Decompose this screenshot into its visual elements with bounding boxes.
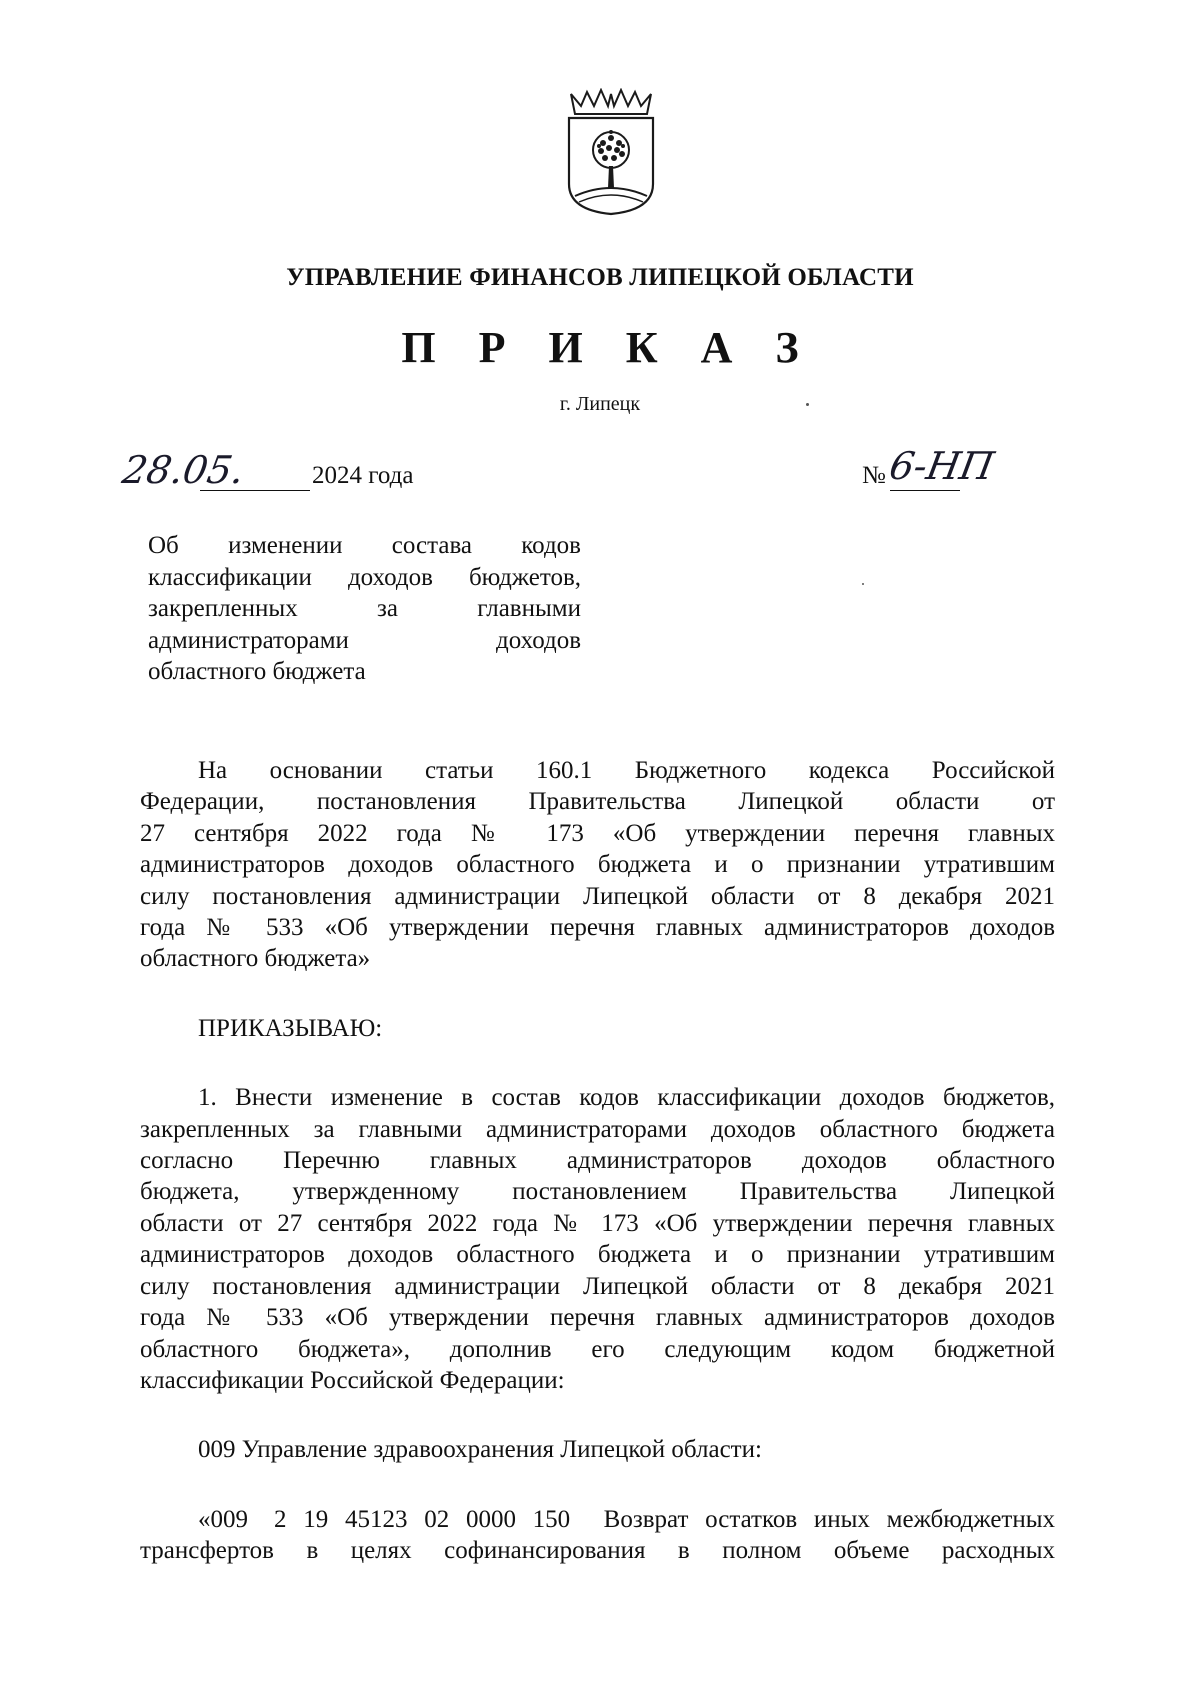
kbk-admin-code: «009 xyxy=(198,1505,248,1533)
subject-line: областного бюджета xyxy=(148,658,366,685)
document-type: П Р И К А З xyxy=(401,323,815,372)
kbk-text-first: Возврат остатков иных межбюджетных xyxy=(603,1505,1056,1533)
text-line: областного бюджета», дополнив его следующим кодом бюджетной xyxy=(140,1335,1055,1363)
city: г. Липецк xyxy=(559,393,641,415)
kbk-paragraph xyxy=(140,1504,1055,1567)
date-handwritten: 28.05. xyxy=(119,448,248,492)
text-line: Федерации, постановления Правительства Липецкой области от xyxy=(140,788,1055,816)
subject-line: администраторами доходов xyxy=(148,626,581,654)
text-line: области от 27 сентября 2022 года № 173 «Об утверждении перечня главных xyxy=(140,1209,1055,1237)
number-handwritten: 6-НП xyxy=(886,444,998,488)
text-line: силу постановления администрации Липецкой области от 8 декабря 2021 xyxy=(140,1272,1055,1300)
date-underline xyxy=(200,490,310,491)
text-line: администраторов доходов областного бюджета и о признании утратившим xyxy=(140,851,1055,879)
scan-mark xyxy=(862,583,864,585)
preamble-paragraph xyxy=(140,755,1055,975)
subject-block xyxy=(148,530,581,688)
text-line: На основании статьи 160.1 Бюджетного кодекса Российской xyxy=(198,757,1055,784)
order-word: ПРИКАЗЫВАЮ: xyxy=(198,1014,383,1042)
text-line: классификации Российской Федерации: xyxy=(140,1366,565,1394)
text-line: года № 533 «Об утверждении перечня главных администраторов доходов xyxy=(140,1304,1055,1332)
document-body xyxy=(140,755,1055,1567)
item-1-paragraph xyxy=(140,1082,1055,1396)
administrator-paragraph xyxy=(140,1434,1055,1465)
text-line: закрепленных за главными администраторами доходов областного бюджета xyxy=(140,1115,1055,1143)
text-line: 1. Внести изменение в состав кодов классификации доходов бюджетов, xyxy=(198,1084,1055,1112)
scan-mark xyxy=(806,403,809,406)
text-line: администраторов доходов областного бюджета и о признании утратившим xyxy=(140,1241,1055,1269)
kbk-text-second: трансфертов в целях софинансирования в полном объеме расходных xyxy=(140,1537,1055,1565)
kbk-line xyxy=(140,1504,1055,1535)
administrator-heading: 009 Управление здравоохранения Липецкой области: xyxy=(198,1436,762,1464)
kbk-code: 2 19 45123 02 0000 150 xyxy=(274,1505,571,1533)
text-line: согласно Перечню главных администраторов доходов областного xyxy=(140,1147,1055,1175)
organization-title: УПРАВЛЕНИЕ ФИНАНСОВ ЛИПЕЦКОЙ ОБЛАСТИ xyxy=(286,264,914,291)
subject-line: Об изменении состава кодов xyxy=(148,532,581,559)
date-year: 2024 года xyxy=(312,462,414,489)
subject-line: закрепленных за главными xyxy=(148,595,581,622)
text-line: 27 сентября 2022 года № 173 «Об утверждении перечня главных xyxy=(140,819,1055,847)
text-line: областного бюджета» xyxy=(140,945,371,973)
number-label: № xyxy=(862,462,886,489)
number-underline xyxy=(890,490,960,491)
order-word-paragraph xyxy=(140,1013,1055,1044)
coat-of-arms-emblem xyxy=(561,88,661,216)
subject-line: классификации доходов бюджетов, xyxy=(148,563,581,591)
text-line: года № 533 «Об утверждении перечня главных администраторов доходов xyxy=(140,914,1055,942)
text-line: бюджета, утвержденному постановлением Правительства Липецкой xyxy=(140,1178,1055,1206)
text-line: силу постановления администрации Липецкой области от 8 декабря 2021 xyxy=(140,882,1055,910)
